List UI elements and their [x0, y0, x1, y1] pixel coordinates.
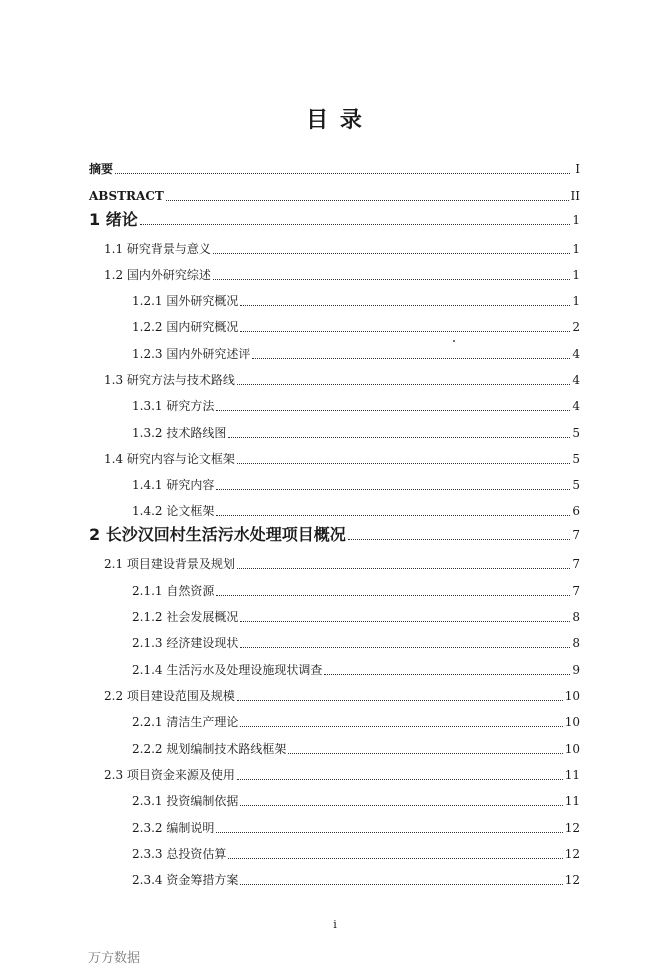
toc-entry[interactable] [104, 766, 580, 784]
toc-entry-page: 12 [564, 873, 580, 887]
toc-entry-label: 2 长沙汉回村生活污水处理项目概况 [89, 525, 346, 544]
toc-entry-page: 4 [572, 373, 580, 387]
leader-dots [240, 631, 570, 648]
toc-entry[interactable] [89, 187, 580, 205]
toc-entry-page: 2 [572, 320, 580, 334]
toc-entry-label: 1.4 研究内容与论文框架 [104, 452, 235, 466]
leader-dots [240, 868, 562, 885]
toc-entry-page: 6 [572, 504, 580, 518]
toc-entry-label: 2.2.2 规划编制技术路线框架 [132, 742, 287, 756]
leader-dots [228, 421, 570, 438]
toc-entry-page: 10 [564, 715, 580, 729]
leader-dots [240, 710, 562, 727]
toc-entry[interactable] [104, 371, 580, 389]
toc-entry-page: 12 [564, 821, 580, 835]
toc-entry-page: 12 [564, 847, 580, 861]
toc-entry[interactable] [89, 526, 580, 544]
toc-entry[interactable] [132, 397, 580, 415]
toc-entry[interactable] [132, 871, 580, 889]
toc-entry-page: 5 [572, 478, 580, 492]
toc-entry-label: 2.2 项目建设范围及规模 [104, 689, 235, 703]
leader-dots [115, 157, 570, 174]
toc-entry[interactable] [132, 740, 580, 758]
leader-dots [228, 842, 562, 859]
leader-dots [237, 763, 563, 780]
leader-dots [324, 658, 570, 675]
toc-entry[interactable] [89, 160, 580, 178]
leader-dots [216, 816, 562, 833]
toc-entry-label: 1.1 研究背景与意义 [104, 242, 211, 256]
toc-entry-label: 2.1.2 社会发展概况 [132, 610, 239, 624]
toc-entry[interactable] [104, 240, 580, 258]
toc-entry-label: 2.3 项目资金来源及使用 [104, 768, 235, 782]
toc-entry-label: 2.3.2 编制说明 [132, 821, 215, 835]
leader-dots [166, 184, 569, 201]
toc-entry[interactable] [104, 687, 580, 705]
toc-entry[interactable] [132, 476, 580, 494]
toc-entry-label: 1.2 国内外研究综述 [104, 268, 211, 282]
toc-entry-page: 9 [572, 663, 580, 677]
toc-entry-page: 8 [572, 636, 580, 650]
toc-entry-page: 4 [572, 347, 580, 361]
toc-entry[interactable] [132, 661, 580, 679]
toc-entry-page: 7 [572, 528, 580, 542]
page-number: i [333, 918, 337, 931]
toc-entry-page: 1 [572, 294, 580, 308]
toc-entry-page: 1 [572, 242, 580, 256]
leader-dots [216, 499, 570, 516]
toc-entry-page: I [575, 162, 580, 176]
toc-entry-page: 1 [572, 268, 580, 282]
leader-dots [213, 237, 570, 254]
toc-entry-page: 10 [564, 689, 580, 703]
toc-entry-label: 2.1.1 自然资源 [132, 584, 215, 598]
toc-entry-label: 2.2.1 清洁生产理论 [132, 715, 239, 729]
toc-entry-page: 5 [572, 452, 580, 466]
toc-entry[interactable] [132, 582, 580, 600]
toc-entry-label: 2.1 项目建设背景及规划 [104, 557, 235, 571]
toc-entry-label: 1.3.2 技术路线图 [132, 426, 227, 440]
toc-entry-label: 1.4.2 论文框架 [132, 504, 215, 518]
toc-entry[interactable] [132, 792, 580, 810]
leader-dots [237, 447, 570, 464]
page-title: 目 录 [306, 108, 364, 133]
toc-entry-page: 7 [572, 584, 580, 598]
scan-speck [453, 340, 455, 342]
toc-entry-label: 1 绪论 [89, 210, 138, 229]
toc-entry[interactable] [132, 318, 580, 336]
leader-dots [140, 208, 570, 225]
toc-entry-label: 1.3 研究方法与技术路线 [104, 373, 235, 387]
leader-dots [348, 523, 570, 540]
toc-entry[interactable] [132, 424, 580, 442]
toc-entry-page: 1 [572, 213, 580, 227]
toc-entry-page: 11 [564, 768, 580, 782]
toc-entry[interactable] [104, 555, 580, 573]
toc-entry-page: 11 [564, 794, 580, 808]
leader-dots [216, 394, 570, 411]
toc-entry[interactable] [104, 266, 580, 284]
toc-entry-label: 1.2.3 国内外研究述评 [132, 347, 251, 361]
toc-entry[interactable] [132, 845, 580, 863]
toc-entry-label: 2.1.3 经济建设现状 [132, 636, 239, 650]
toc-entry-page: 7 [572, 557, 580, 571]
toc-entry[interactable] [132, 502, 580, 520]
toc-entry-label: 2.3.3 总投资估算 [132, 847, 227, 861]
toc-entry-label: 1.2.1 国外研究概况 [132, 294, 239, 308]
toc-entry[interactable] [104, 450, 580, 468]
toc-entry[interactable] [89, 211, 580, 229]
leader-dots [240, 605, 570, 622]
toc-entry[interactable] [132, 634, 580, 652]
toc-entry-page: 5 [572, 426, 580, 440]
leader-dots [237, 684, 563, 701]
toc-entry[interactable] [132, 292, 580, 310]
leader-dots [240, 289, 570, 306]
toc-entry[interactable] [132, 608, 580, 626]
toc-entry-label: 摘要 [89, 162, 114, 176]
toc-entry-label: ABSTRACT [89, 189, 164, 203]
toc-entry[interactable] [132, 345, 580, 363]
leader-dots [237, 552, 570, 569]
leader-dots [252, 342, 570, 359]
toc-entry-label: 2.3.1 投资编制依据 [132, 794, 239, 808]
toc-entry[interactable] [132, 713, 580, 731]
toc-entry-page: 4 [572, 399, 580, 413]
leader-dots [237, 368, 570, 385]
leader-dots [240, 315, 570, 332]
toc-entry-page: II [570, 189, 580, 203]
toc-entry-label: 1.2.2 国内研究概况 [132, 320, 239, 334]
leader-dots [216, 473, 570, 490]
toc-entry[interactable] [132, 819, 580, 837]
toc-entry-label: 2.3.4 资金筹措方案 [132, 873, 239, 887]
toc-entry-label: 1.3.1 研究方法 [132, 399, 215, 413]
watermark: 万方数据 [88, 951, 141, 966]
leader-dots [216, 579, 570, 596]
toc-entry-label: 1.4.1 研究内容 [132, 478, 215, 492]
toc-entry-page: 10 [564, 742, 580, 756]
leader-dots [213, 263, 570, 280]
toc-entry-label: 2.1.4 生活污水及处理设施现状调查 [132, 663, 323, 677]
leader-dots [288, 737, 562, 754]
toc-entry-page: 8 [572, 610, 580, 624]
leader-dots [240, 789, 562, 806]
